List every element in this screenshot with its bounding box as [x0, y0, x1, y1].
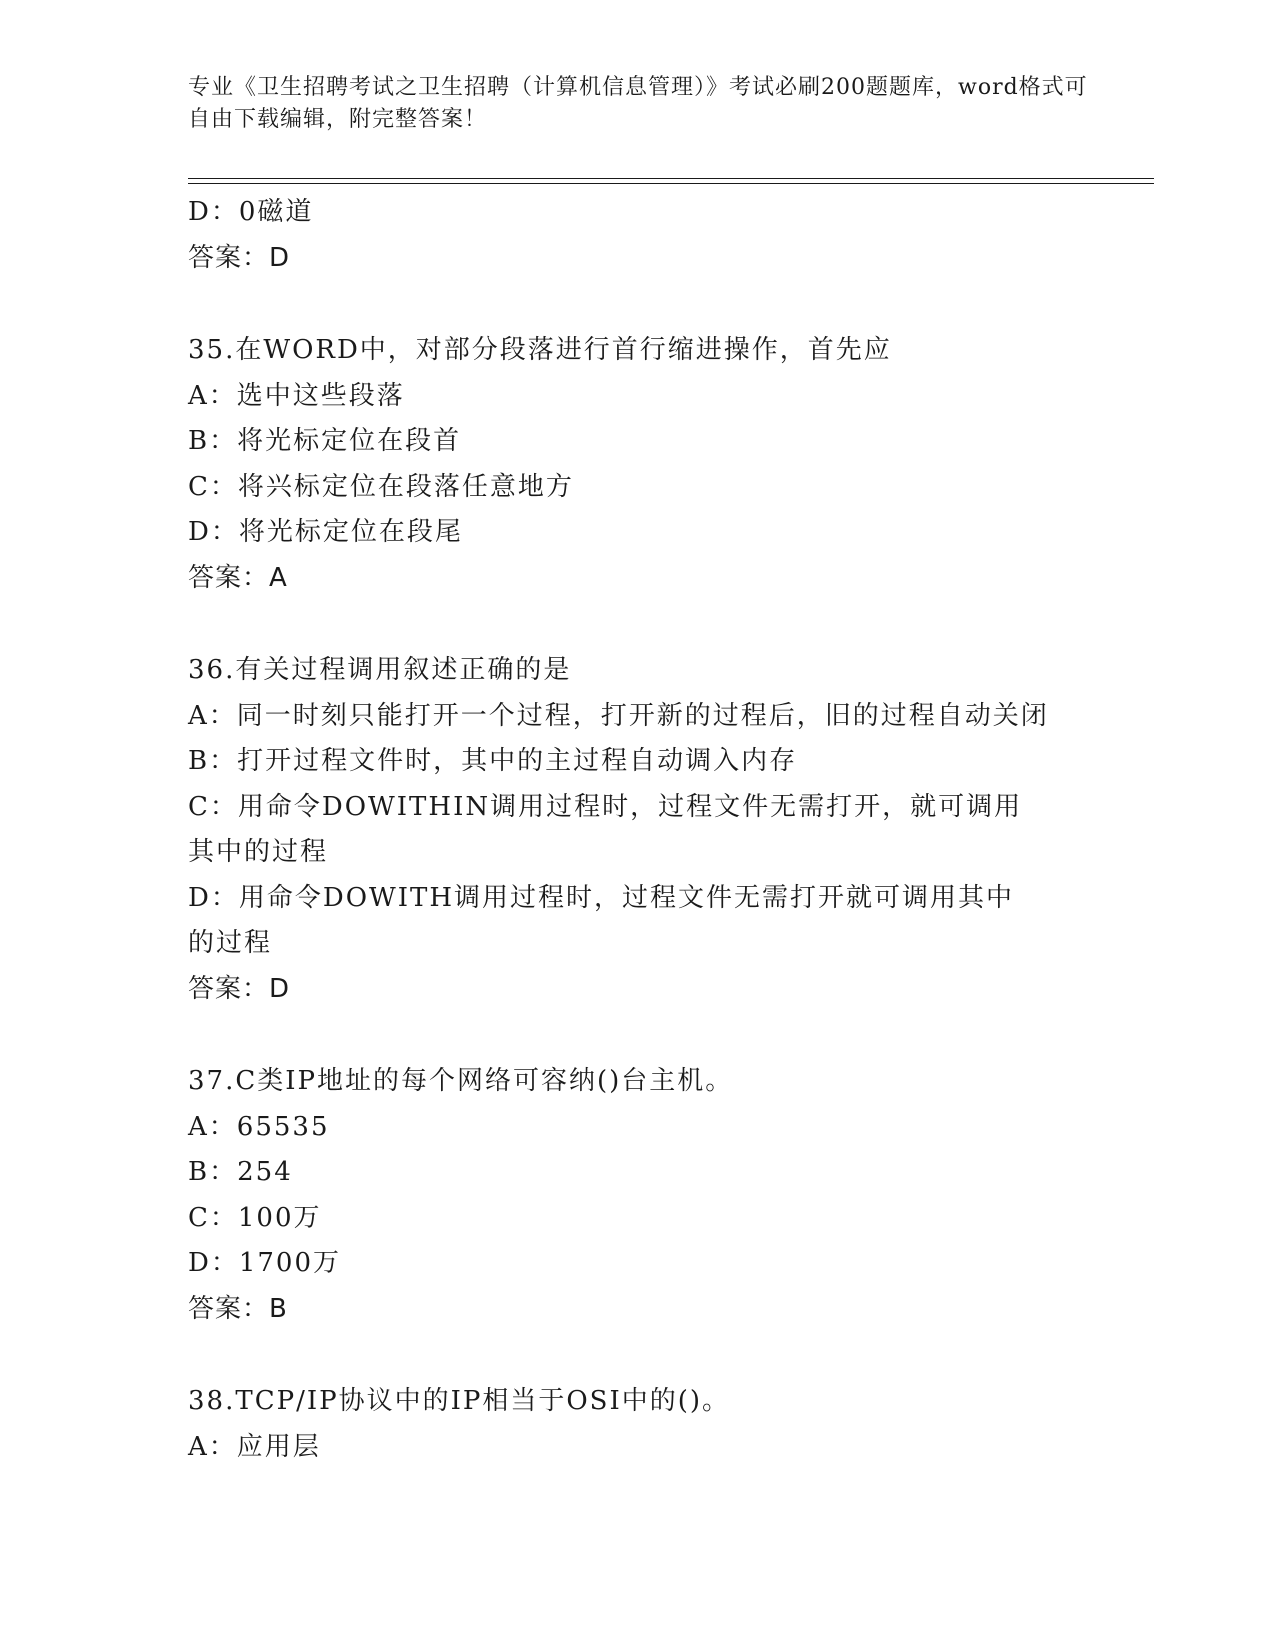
option-a: A：65535 — [188, 1111, 330, 1142]
header-rule-bottom — [188, 183, 1154, 184]
option-a: A：同一时刻只能打开一个过程，打开新的过程后，旧的过程自动关闭 — [188, 700, 1049, 731]
question-text: 38.TCP/IP协议中的IP相当于OSI中的()。 — [188, 1386, 731, 1416]
question-block — [188, 328, 1088, 601]
option-d: D：1700万 — [188, 1248, 342, 1278]
header-rule-top — [188, 178, 1154, 179]
question-block — [188, 1379, 1088, 1470]
answer-text: 答案：B — [188, 1293, 288, 1324]
question-list — [188, 190, 1088, 1470]
question-text: 37.C类IP地址的每个网络可容纳()台主机。 — [188, 1066, 734, 1096]
option-d: D：用命令DOWITH调用过程时，过程文件无需打开就可调用其中的过程 — [188, 882, 1015, 958]
option-d: D：将光标定位在段尾 — [188, 517, 463, 547]
option-a: A：选中这些段落 — [188, 380, 405, 411]
option-b: B：254 — [188, 1157, 293, 1187]
answer-text: 答案：D — [188, 973, 291, 1004]
option-c: C：100万 — [188, 1202, 322, 1233]
option-d: D：0磁道 — [188, 197, 314, 227]
option-b: B：打开过程文件时，其中的主过程自动调入内存 — [188, 746, 798, 776]
option-c: C：用命令DOWITHIN调用过程时，过程文件无需打开，就可调用其中的过程 — [188, 791, 1023, 867]
question-text: 35.在WORD中，对部分段落进行首行缩进操作，首先应 — [188, 335, 892, 365]
option-a: A：应用层 — [188, 1431, 321, 1462]
answer-text: 答案：A — [188, 562, 288, 593]
option-c: C：将兴标定位在段落任意地方 — [188, 471, 574, 502]
option-b: B：将光标定位在段首 — [188, 426, 462, 456]
question-text: 36.有关过程调用叙述正确的是 — [188, 655, 572, 685]
document-header: 专业《卫生招聘考试之卫生招聘（计算机信息管理）》考试必刷200题题库，word格式可自由下载编辑，附完整答案！ — [188, 75, 1088, 132]
question-block — [188, 648, 1088, 1012]
answer-text: 答案：D — [188, 242, 291, 273]
question-block — [188, 1059, 1088, 1332]
